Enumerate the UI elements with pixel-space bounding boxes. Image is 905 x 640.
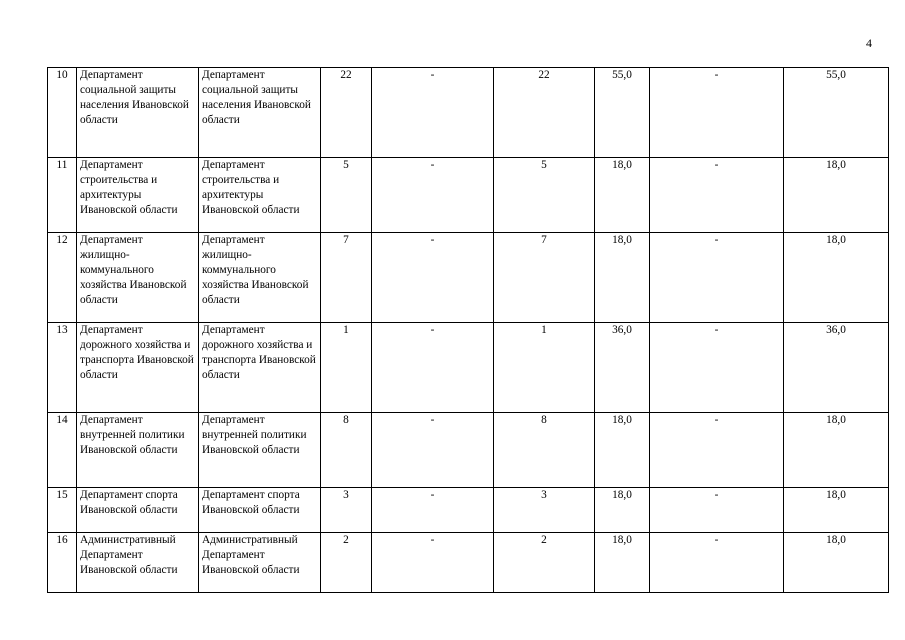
administrator-name: Департамент строительства и архитектуры Ивановской области xyxy=(199,158,321,233)
value-cell: 2 xyxy=(321,533,372,593)
administrator-name: Департамент жилищно-коммунального хозяйства Ивановской области xyxy=(199,233,321,323)
organization-name: Департамент дорожного хозяйства и транспорта Ивановской области xyxy=(77,323,199,413)
organization-name: Департамент жилищно-коммунального хозяйства Ивановской области xyxy=(77,233,199,323)
value-cell: 3 xyxy=(321,488,372,533)
value-cell: - xyxy=(372,323,494,413)
table-row xyxy=(48,158,889,233)
administrator-name: Административный Департамент Ивановской области xyxy=(199,533,321,593)
table-row xyxy=(48,323,889,413)
value-cell: 18,0 xyxy=(595,233,650,323)
row-number: 12 xyxy=(48,233,77,323)
value-cell: 18,0 xyxy=(784,233,889,323)
row-number: 13 xyxy=(48,323,77,413)
page-number: 4 xyxy=(866,36,872,50)
row-number: 15 xyxy=(48,488,77,533)
value-cell: 18,0 xyxy=(784,158,889,233)
value-cell: 22 xyxy=(494,68,595,158)
data-table xyxy=(47,67,889,593)
value-cell: - xyxy=(650,488,784,533)
value-cell: - xyxy=(650,323,784,413)
table-row xyxy=(48,68,889,158)
organization-name: Департамент строительства и архитектуры Ивановской области xyxy=(77,158,199,233)
organization-name: Департамент социальной защиты населения Ивановской области xyxy=(77,68,199,158)
value-cell: 7 xyxy=(321,233,372,323)
value-cell: - xyxy=(650,413,784,488)
organization-name: Департамент внутренней политики Ивановской области xyxy=(77,413,199,488)
value-cell: - xyxy=(372,488,494,533)
value-cell: 1 xyxy=(321,323,372,413)
table-row xyxy=(48,413,889,488)
value-cell: 55,0 xyxy=(595,68,650,158)
organization-name: Административный Департамент Ивановской области xyxy=(77,533,199,593)
organization-name: Департамент спорта Ивановской области xyxy=(77,488,199,533)
value-cell: 7 xyxy=(494,233,595,323)
value-cell: 18,0 xyxy=(595,158,650,233)
row-number: 14 xyxy=(48,413,77,488)
table-row xyxy=(48,533,889,593)
value-cell: 3 xyxy=(494,488,595,533)
value-cell: 36,0 xyxy=(784,323,889,413)
row-number: 10 xyxy=(48,68,77,158)
value-cell: 55,0 xyxy=(784,68,889,158)
value-cell: - xyxy=(372,68,494,158)
value-cell: 5 xyxy=(321,158,372,233)
table-row xyxy=(48,233,889,323)
value-cell: - xyxy=(650,158,784,233)
value-cell: 18,0 xyxy=(595,413,650,488)
value-cell: - xyxy=(650,68,784,158)
table-row xyxy=(48,488,889,533)
value-cell: 18,0 xyxy=(784,413,889,488)
value-cell: - xyxy=(372,158,494,233)
value-cell: 18,0 xyxy=(784,533,889,593)
administrator-name: Департамент спорта Ивановской области xyxy=(199,488,321,533)
value-cell: 18,0 xyxy=(595,533,650,593)
value-cell: - xyxy=(372,233,494,323)
value-cell: 18,0 xyxy=(784,488,889,533)
value-cell: 8 xyxy=(494,413,595,488)
value-cell: 2 xyxy=(494,533,595,593)
row-number: 16 xyxy=(48,533,77,593)
value-cell: - xyxy=(372,413,494,488)
administrator-name: Департамент дорожного хозяйства и транспорта Ивановской области xyxy=(199,323,321,413)
administrator-name: Департамент социальной защиты населения Ивановской области xyxy=(199,68,321,158)
value-cell: 36,0 xyxy=(595,323,650,413)
value-cell: 8 xyxy=(321,413,372,488)
value-cell: - xyxy=(372,533,494,593)
value-cell: 18,0 xyxy=(595,488,650,533)
value-cell: 5 xyxy=(494,158,595,233)
value-cell: - xyxy=(650,233,784,323)
row-number: 11 xyxy=(48,158,77,233)
value-cell: - xyxy=(650,533,784,593)
administrator-name: Департамент внутренней политики Ивановской области xyxy=(199,413,321,488)
value-cell: 22 xyxy=(321,68,372,158)
value-cell: 1 xyxy=(494,323,595,413)
